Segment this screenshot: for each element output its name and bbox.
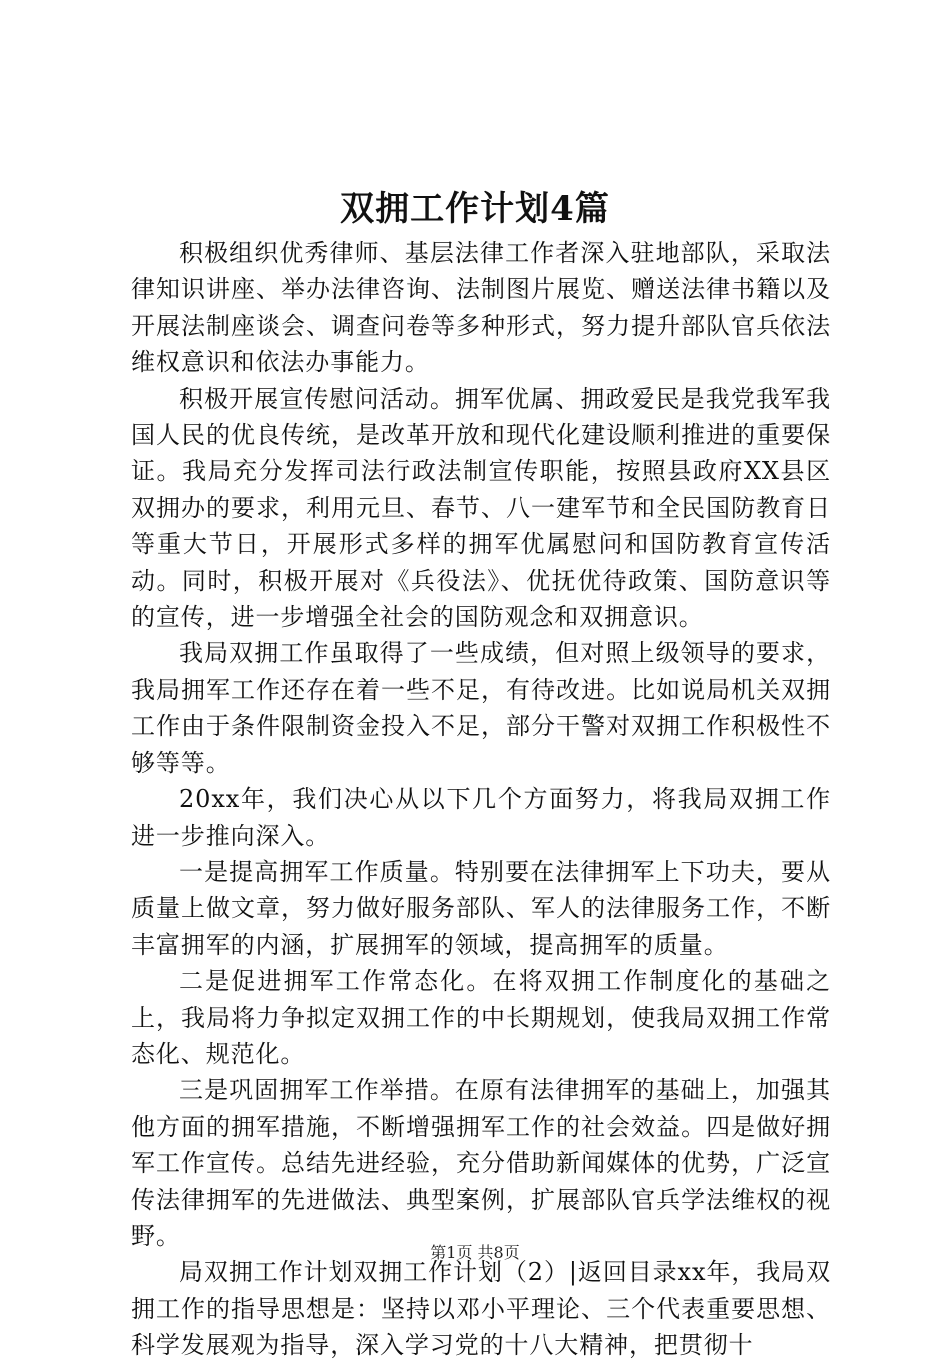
paragraph-7: 三是巩固拥军工作举措。在原有法律拥军的基础上，加强其他方面的拥军措施，不断增强拥军工作的社会效益。四是做好拥军工作宣传。总结先进经验，充分借助新闻媒体的优势，广泛宣传法律拥军的先进做法、典型案例，扩展部队官兵学法维权的视野。 xyxy=(131,1076,831,1250)
paragraph-1: 积极组织优秀律师、基层法律工作者深入驻地部队，采取法律知识讲座、举办法律咨询、法制图片展览、赠送法律书籍以及开展法制座谈会、调查问卷等多种形式，努力提升部队官兵依法维权意识和依法办事能力。 xyxy=(131,239,831,377)
page-footer: 第1页 共8页 xyxy=(430,1243,520,1262)
document-title: 双拥工作计划4篇 xyxy=(340,189,610,229)
paragraph-4: 20xx年，我们决心从以下几个方面努力，将我局双拥工作进一步推向深入。 xyxy=(131,785,831,850)
paragraph-8: 局双拥工作计划双拥工作计划（2）|返回目录xx年，我局双拥工作的指导思想是：坚持以邓小平理论、三个代表重要思想、科学发展观为指导，深入学习党的十八大精神，把贯彻十 xyxy=(131,1258,831,1360)
paragraph-2: 积极开展宣传慰问活动。拥军优属、拥政爱民是我党我军我国人民的优良传统，是改革开放和现代化建设顺利推进的重要保证。我局充分发挥司法行政法制宣传职能，按照县政府XX县区双拥办的要求，利用元旦、春节、八一建军节和全民国防教育日等重大节日，开展形式多样的拥军优属慰问和国防教育宣传活动。同时，积极开展对《兵役法》、优抚优待政策、国防意识等的宣传，进一步增强全社会的国防观念和双拥意识。 xyxy=(131,384,831,632)
paragraph-5: 一是提高拥军工作质量。特别要在法律拥军上下功夫，要从质量上做文章，努力做好服务部队、军人的法律服务工作，不断丰富拥军的内涵，扩展拥军的领域，提高拥军的质量。 xyxy=(131,857,831,959)
paragraph-6: 二是促进拥军工作常态化。在将双拥工作制度化的基础之上，我局将力争拟定双拥工作的中长期规划，使我局双拥工作常态化、规范化。 xyxy=(131,967,831,1068)
paragraph-3: 我局双拥工作虽取得了一些成绩，但对照上级领导的要求，我局拥军工作还存在着一些不足，有待改进。比如说局机关双拥工作由于条件限制资金投入不足，部分干警对双拥工作积极性不够等等。 xyxy=(131,639,831,777)
document-body xyxy=(131,235,831,1364)
